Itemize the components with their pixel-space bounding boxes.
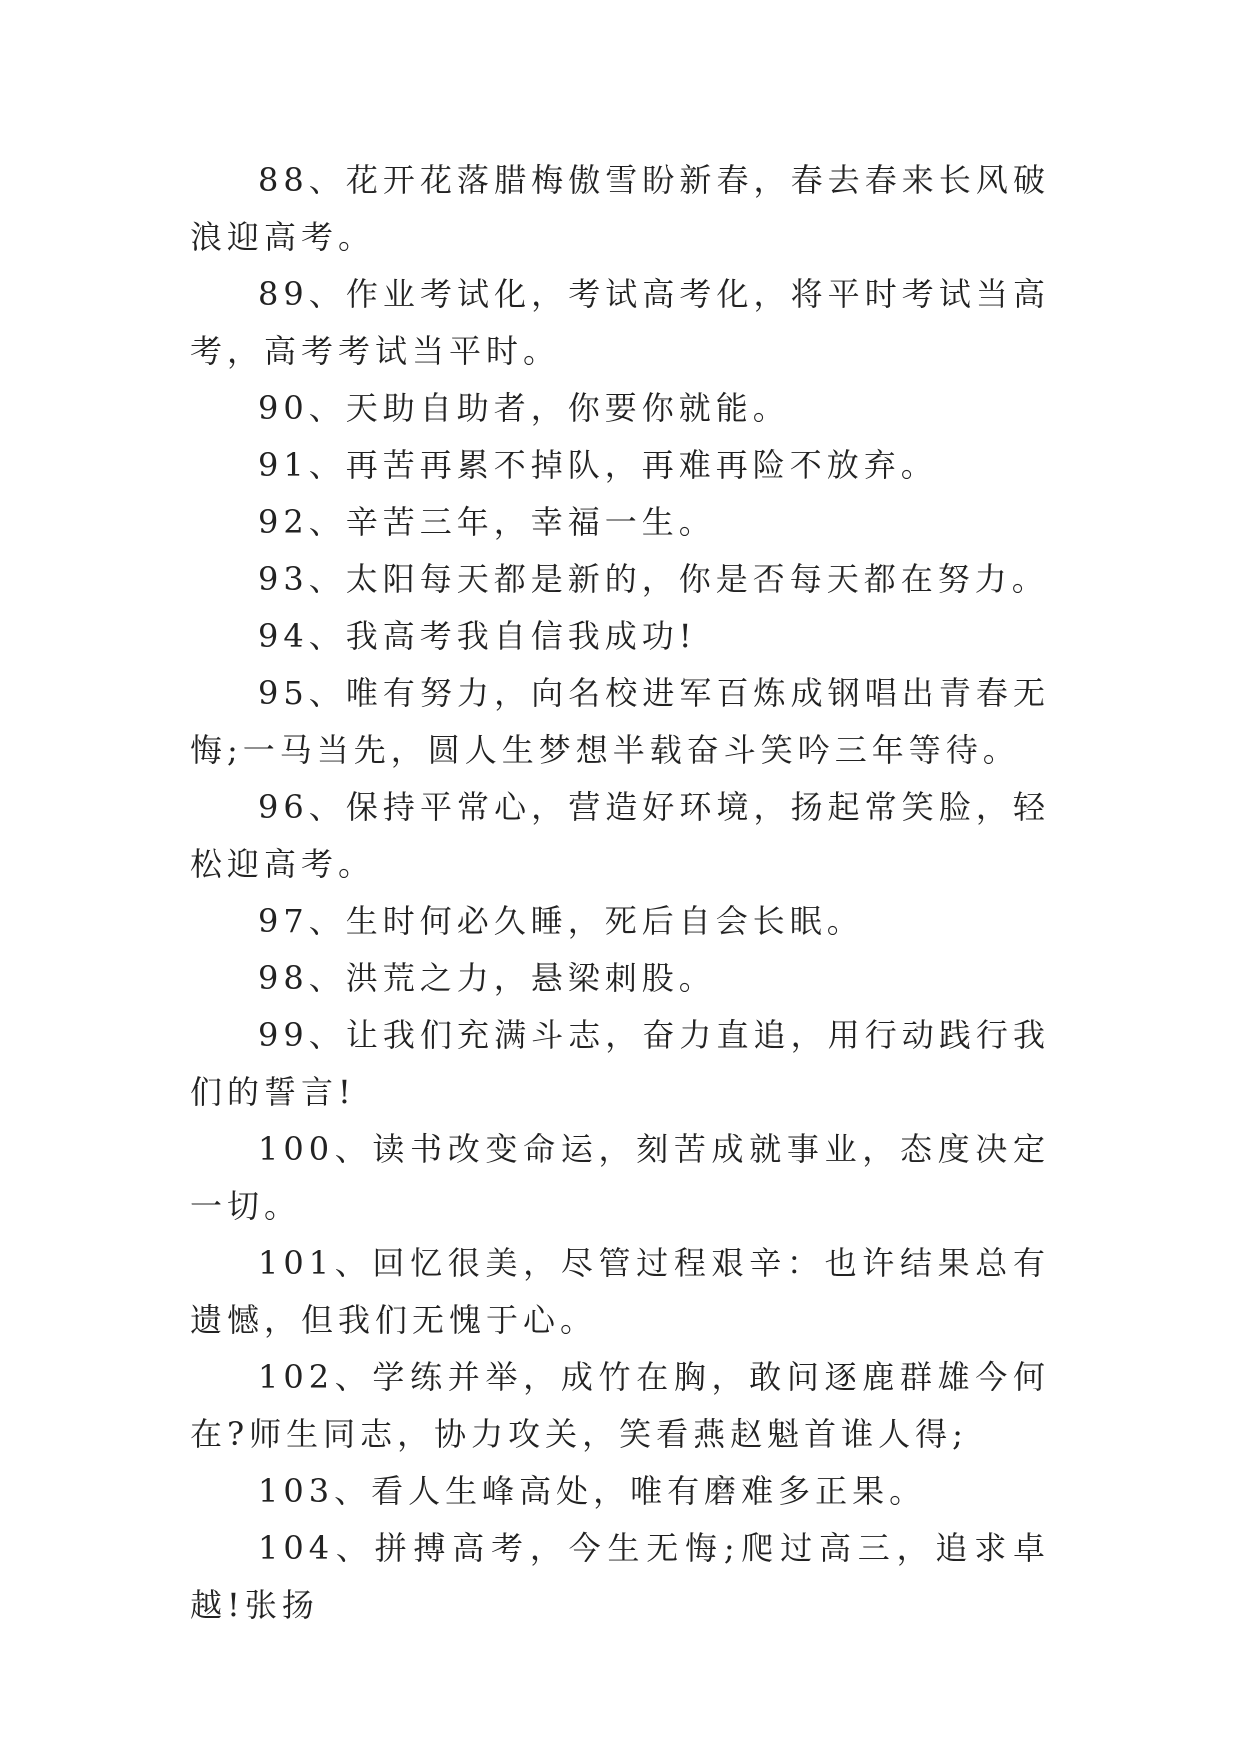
paragraph-97: 97、生时何必久睡，死后自会长眠。 [258,902,864,940]
paragraph-92: 92、辛苦三年，幸福一生。 [258,503,716,541]
paragraph-99: 99、让我们充满斗志，奋力直追，用行动践行我们的誓言! [190,1016,1050,1111]
paragraph-95: 95、唯有努力，向名校进军百炼成钢唱出青春无悔;一马当先，圆人生梦想半载奋斗笑吟三年等待。 [190,674,1050,769]
paragraph-100: 100、读书改变命运，刻苦成就事业，态度决定一切。 [190,1130,1050,1225]
paragraph-98: 98、洪荒之力，悬梁刺股。 [258,959,716,997]
paragraph-89: 89、作业考试化，考试高考化，将平时考试当高考，高考考试当平时。 [190,275,1050,370]
document-body [190,152,1050,1634]
paragraph-104: 104、拼搏高考，今生无悔;爬过高三，追求卓越!张扬 [190,1529,1050,1624]
paragraph-91: 91、再苦再累不掉队，再难再险不放弃。 [258,446,938,484]
paragraph-96: 96、保持平常心，营造好环境，扬起常笑脸，轻松迎高考。 [190,788,1050,883]
paragraph-88: 88、花开花落腊梅傲雪盼新春，春去春来长风破浪迎高考。 [190,161,1050,256]
paragraph-94: 94、我高考我自信我成功! [258,617,697,655]
paragraph-103: 103、看人生峰高处，唯有磨难多正果。 [258,1472,927,1510]
paragraph-101: 101、回忆很美，尽管过程艰辛：也许结果总有遗憾，但我们无愧于心。 [190,1244,1050,1339]
paragraph-90: 90、天助自助者，你要你就能。 [258,389,790,427]
paragraph-93: 93、太阳每天都是新的，你是否每天都在努力。 [258,560,1049,598]
paragraph-102: 102、学练并举，成竹在胸，敢问逐鹿群雄今何在?师生同志，协力攻关，笑看燕赵魁首谁人得; [190,1358,1050,1453]
